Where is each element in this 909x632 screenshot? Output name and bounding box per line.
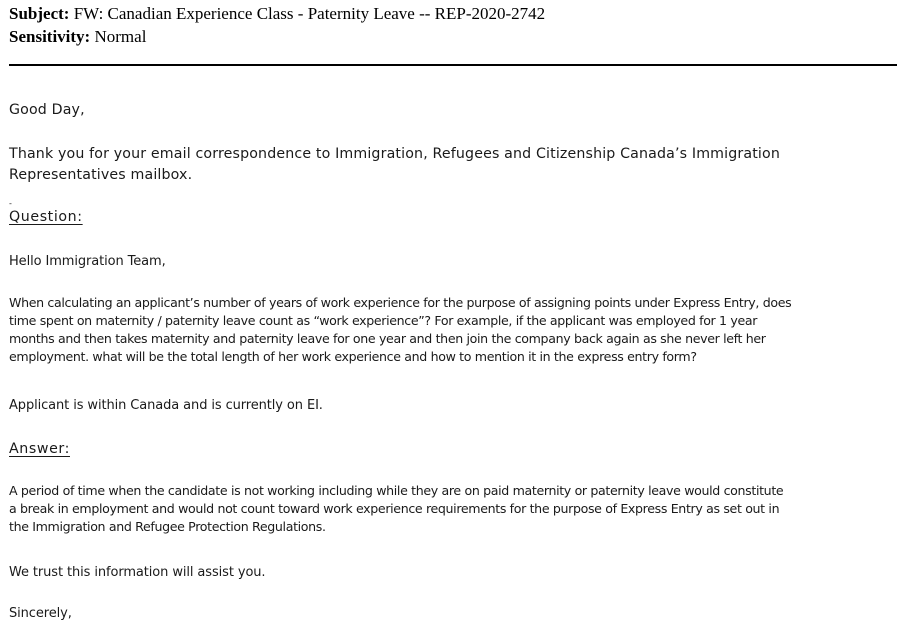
subject-line <box>9 2 545 25</box>
stray-mark: - <box>9 199 12 208</box>
answer-line: A period of time when the candidate is not working including while they are on paid maternity or paternity leave would constitute <box>9 483 784 498</box>
answer-heading: Answer: <box>9 441 70 457</box>
question-heading: Question: <box>9 209 83 225</box>
question-line: months and then takes maternity and paternity leave for one year and then join the company back again as she never left her <box>9 331 766 346</box>
closing-note: We trust this information will assist you. <box>9 565 266 580</box>
sensitivity-label: Sensitivity: <box>9 27 91 46</box>
email-header <box>9 2 545 48</box>
intro-line: Representatives mailbox. <box>9 167 193 183</box>
question-line: When calculating an applicant’s number of years of work experience for the purpose of assigning points under Express Entry, does <box>9 295 792 310</box>
sensitivity-value: Normal <box>94 27 147 46</box>
intro-line: Thank you for your email correspondence to Immigration, Refugees and Citizenship Canada’s Immigration <box>9 146 780 162</box>
question-note: Applicant is within Canada and is currently on EI. <box>9 398 323 413</box>
answer-line: the Immigration and Refugee Protection Regulations. <box>9 519 326 534</box>
question-greeting: Hello Immigration Team, <box>9 254 166 269</box>
question-paragraph <box>9 294 791 366</box>
question-line: time spent on maternity / paternity leave count as “work experience”? For example, if the applicant was employed for 1 year <box>9 313 758 328</box>
greeting: Good Day, <box>9 102 85 118</box>
sensitivity-line <box>9 25 545 48</box>
answer-paragraph <box>9 482 783 536</box>
subject-text: FW: Canadian Experience Class - Paternity Leave -- REP-2020-2742 <box>73 4 546 23</box>
intro-paragraph <box>9 144 780 186</box>
header-divider <box>9 64 897 66</box>
signoff: Sincerely, <box>9 606 72 621</box>
question-line: employment. what will be the total length of her work experience and how to mention it in the express entry form? <box>9 349 697 364</box>
answer-line: a break in employment and would not count toward work experience requirements for the purpose of Express Entry as set out in <box>9 501 780 516</box>
subject-label: Subject: <box>9 4 70 23</box>
